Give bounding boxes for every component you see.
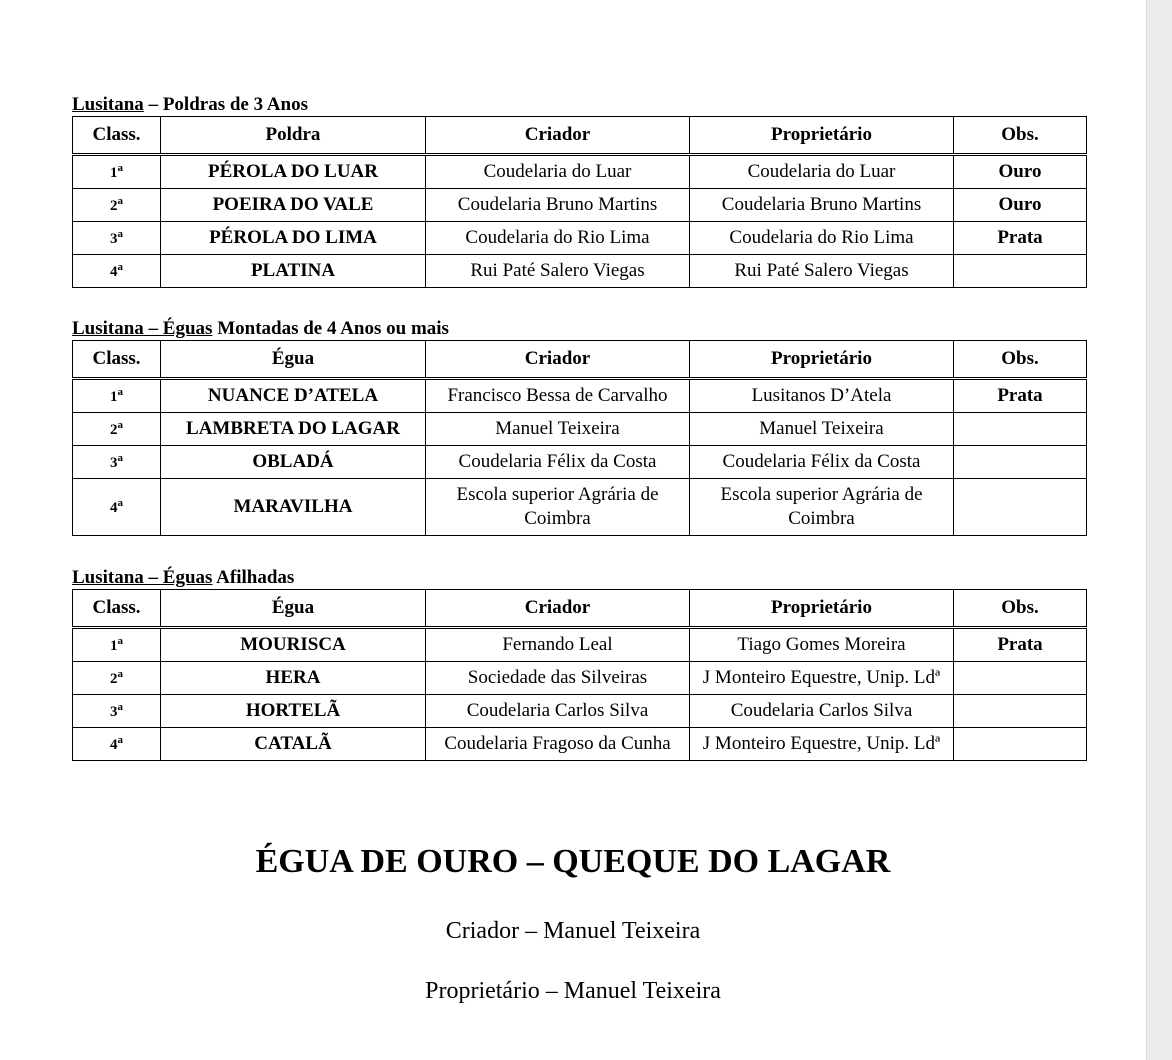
obs-cell <box>954 695 1087 728</box>
gold-mare-title: ÉGUA DE OURO – QUEQUE DO LAGAR <box>255 843 891 880</box>
obs-cell <box>954 446 1087 479</box>
breeder-cell: Sociedade das Silveiras <box>426 662 690 695</box>
breeder-cell: Coudelaria Bruno Martins <box>426 189 690 222</box>
table-header-row <box>73 341 1087 379</box>
horse-name-cell: MARAVILHA <box>161 479 426 536</box>
owner-cell: Manuel Teixeira <box>690 413 954 446</box>
owner-cell: Coudelaria Bruno Martins <box>690 189 954 222</box>
table-row <box>73 379 1087 413</box>
rank-cell: 4$^a$ <box>73 479 161 536</box>
obs-cell: Ouro <box>954 155 1087 189</box>
owner-cell: J Monteiro Equestre, Unip. Ldª <box>690 662 954 695</box>
table-row <box>73 479 1087 536</box>
column-header-name: Poldra <box>161 117 426 155</box>
obs-cell: Ouro <box>954 189 1087 222</box>
column-header-owner: Proprietário <box>690 117 954 155</box>
table-row <box>73 446 1087 479</box>
horse-name-cell: HERA <box>161 662 426 695</box>
table-row <box>73 695 1087 728</box>
breeder-cell: Coudelaria Félix da Costa <box>426 446 690 479</box>
breeder-cell: Manuel Teixeira <box>426 413 690 446</box>
horse-name-cell: PÉROLA DO LIMA <box>161 222 426 255</box>
table-header-row <box>73 117 1087 155</box>
column-header-obs: Obs. <box>954 590 1087 628</box>
table-row <box>73 255 1087 288</box>
rank-cell: 1$^a$ <box>73 379 161 413</box>
column-header-class: Class. <box>73 341 161 379</box>
rank-cell: 3$^a$ <box>73 446 161 479</box>
horse-name-cell: MOURISCA <box>161 628 426 662</box>
column-header-obs: Obs. <box>954 341 1087 379</box>
table-header-row <box>73 590 1087 628</box>
column-header-obs: Obs. <box>954 117 1087 155</box>
horse-name-cell: HORTELÃ <box>161 695 426 728</box>
owner-cell: Rui Paté Salero Viegas <box>690 255 954 288</box>
horse-name-cell: PÉROLA DO LUAR <box>161 155 426 189</box>
breeder-cell: Coudelaria do Rio Lima <box>426 222 690 255</box>
breeder-cell: Coudelaria do Luar <box>426 155 690 189</box>
rank-cell: 3$^a$ <box>73 695 161 728</box>
breeder-cell: Coudelaria Carlos Silva <box>426 695 690 728</box>
obs-cell: Prata <box>954 379 1087 413</box>
section-title: Lusitana – Éguas Afilhadas <box>72 567 295 588</box>
breeder-cell: Escola superior Agrária de Coimbra <box>426 479 690 536</box>
gold-mare-owner: Proprietário – Manuel Teixeira <box>425 978 721 1004</box>
section-title: Lusitana – Poldras de 3 Anos <box>72 94 308 115</box>
results-table <box>72 589 1087 761</box>
table-row <box>73 628 1087 662</box>
rank-cell: 2$^a$ <box>73 413 161 446</box>
rank-cell: 4$^a$ <box>73 728 161 761</box>
breeder-cell: Francisco Bessa de Carvalho <box>426 379 690 413</box>
column-header-owner: Proprietário <box>690 341 954 379</box>
obs-cell: Prata <box>954 222 1087 255</box>
column-header-breeder: Criador <box>426 341 690 379</box>
viewer-background <box>1147 0 1172 1060</box>
column-header-class: Class. <box>73 590 161 628</box>
owner-cell: Escola superior Agrária de Coimbra <box>690 479 954 536</box>
column-header-name: Égua <box>161 341 426 379</box>
rank-cell: 3$^a$ <box>73 222 161 255</box>
table-row <box>73 662 1087 695</box>
table-row <box>73 222 1087 255</box>
horse-name-cell: CATALÃ <box>161 728 426 761</box>
rank-cell: 4$^a$ <box>73 255 161 288</box>
obs-cell: Prata <box>954 628 1087 662</box>
section-eguas-montadas <box>72 318 1086 536</box>
rank-cell: 2$^a$ <box>73 189 161 222</box>
horse-name-cell: NUANCE D’ATELA <box>161 379 426 413</box>
obs-cell <box>954 479 1087 536</box>
breeder-cell: Coudelaria Fragoso da Cunha <box>426 728 690 761</box>
obs-cell <box>954 662 1087 695</box>
table-row <box>73 155 1087 189</box>
obs-cell <box>954 413 1087 446</box>
gold-mare-breeder: Criador – Manuel Teixeira <box>445 918 701 944</box>
obs-cell <box>954 255 1087 288</box>
rank-cell: 1$^a$ <box>73 628 161 662</box>
column-header-class: Class. <box>73 117 161 155</box>
section-eguas-afilhadas <box>72 567 1086 761</box>
table-row <box>73 413 1087 446</box>
table-row <box>73 189 1087 222</box>
column-header-breeder: Criador <box>426 117 690 155</box>
horse-name-cell: POEIRA DO VALE <box>161 189 426 222</box>
owner-cell: Coudelaria do Rio Lima <box>690 222 954 255</box>
results-table <box>72 116 1087 288</box>
column-header-breeder: Criador <box>426 590 690 628</box>
horse-name-cell: LAMBRETA DO LAGAR <box>161 413 426 446</box>
owner-cell: Coudelaria Félix da Costa <box>690 446 954 479</box>
section-title: Lusitana – Éguas Montadas de 4 Anos ou mais <box>72 318 449 339</box>
horse-name-cell: PLATINA <box>161 255 426 288</box>
owner-cell: Coudelaria do Luar <box>690 155 954 189</box>
results-table <box>72 340 1087 536</box>
owner-cell: Coudelaria Carlos Silva <box>690 695 954 728</box>
owner-cell: Tiago Gomes Moreira <box>690 628 954 662</box>
rank-cell: 2$^a$ <box>73 662 161 695</box>
breeder-cell: Fernando Leal <box>426 628 690 662</box>
rank-cell: 1$^a$ <box>73 155 161 189</box>
breeder-cell: Rui Paté Salero Viegas <box>426 255 690 288</box>
section-poldras-3-anos <box>72 94 1086 288</box>
obs-cell <box>954 728 1087 761</box>
column-header-name: Égua <box>161 590 426 628</box>
owner-cell: Lusitanos D’Atela <box>690 379 954 413</box>
table-row <box>73 728 1087 761</box>
owner-cell: J Monteiro Equestre, Unip. Ldª <box>690 728 954 761</box>
column-header-owner: Proprietário <box>690 590 954 628</box>
horse-name-cell: OBLADÁ <box>161 446 426 479</box>
